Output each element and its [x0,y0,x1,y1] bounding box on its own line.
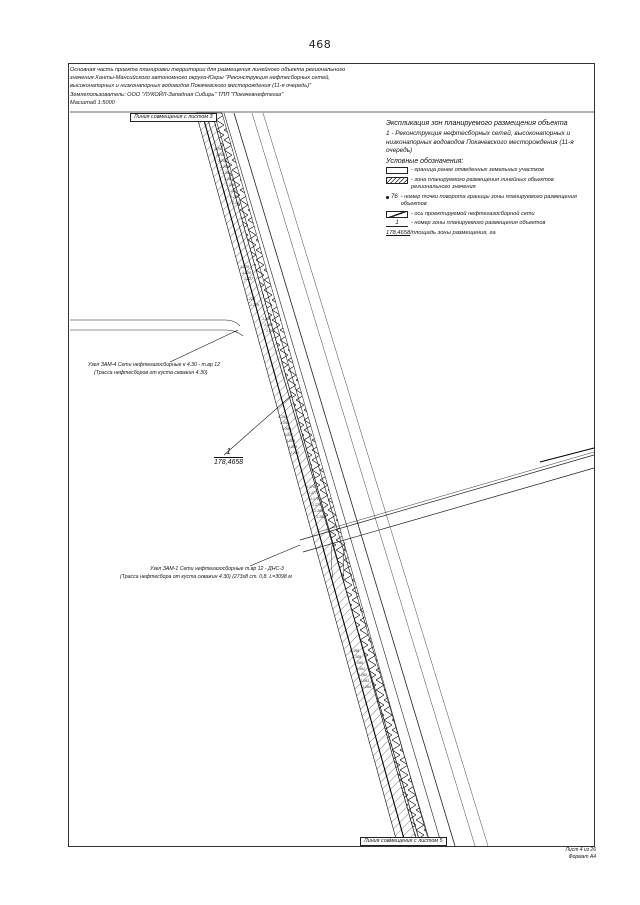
point-label: 1.252 [214,147,223,151]
page-number: 468 [308,38,332,51]
point-label: 1.197 [284,433,293,437]
point-label: 1.258 [226,183,235,187]
crossing-road-upper [70,320,243,336]
callout-line: Узел ЗАМ-1 Сети нефтегазосборные т.вр 12 - ДНС-3 [150,566,284,572]
point-label: 1.160 [354,661,363,665]
point-label: 1.256 [222,171,231,175]
zone-area: 178,4658 [214,459,244,466]
point-label: 1.178 [310,497,319,501]
legend-item [386,167,594,175]
point-label: 1.259 [228,189,237,193]
point-label: 1.180 [314,509,323,513]
rect-icon [386,167,408,174]
point-label: 1.176 [306,485,315,489]
legend-item [386,194,594,210]
point-label: 1.198 [286,439,295,443]
point-label: 1.231 [264,323,273,327]
scale-line: Масштаб 1:5000 [70,99,115,106]
sheet-format: Формат А4 [568,854,596,860]
point-label: 1.230 [262,317,271,321]
legend-item-text: - номер зоны планируемого размещения объектов [411,220,546,227]
match-line-top-label: Линия совмещения с листом 3 [130,113,217,122]
point-label: 1.195 [280,421,289,425]
legend [386,118,594,237]
point-label: 1.177 [308,491,317,495]
point-label: 1.253 [216,153,225,157]
callout-line: Узел ЗАМ-4 Сети нефтегазосборные к 4.30 - т.вр 12 [88,362,221,368]
point-label: 1.181 [316,515,325,519]
legend-item [386,211,594,219]
point-label: 1.228 [246,297,255,301]
point-label: 1.162 [358,673,367,677]
point-label: 1.225 [240,265,249,269]
callout-line: (Трасса нефтесборов от куста скважин 4.30) [94,369,208,376]
point-label: 1.159 [352,655,361,659]
legend-title: Экспликация зон планируемого размещения объекта [386,118,568,127]
point-label: 1.196 [282,427,291,431]
zone-number: 1 [214,447,243,458]
point-label: 1.229 [250,303,259,307]
match-line-bottom-label: Линия совмещения с листом 5 [360,837,447,846]
callout-leader [170,330,238,362]
sheet-number: Лист 4 из 26 [565,847,596,853]
legend-item-text: - зона планируемого размещения линейных объектов регионального значения [411,176,554,191]
point-label: 1.226 [242,271,251,275]
title-line: высоконапорных и низконапорных водоводов Покачевского месторождения (11-я очередь)" [70,83,312,90]
title-line: значения Ханты-Мансийского автономного округа-Югры "Реконструкция нефтесборных сетей, [70,75,330,82]
callout-node-2 [120,566,292,581]
point-label: 1.254 [218,159,227,163]
point-label: 1.161 [356,667,365,671]
title-line: Основная часть проекта планировки территории для размещения линейного объекта регионального [70,67,346,73]
point-label: 1.194 [278,415,287,419]
legend-area-text: /площадь зоны размещения, га [410,229,496,236]
legend-item-text: - номер точки поворота границы зоны планируемого размещения объектов [400,193,577,208]
point-label: 1.227 [244,277,253,281]
land-user-line: Землепользователь: ООО "ЛУКОЙЛ-Западная Сибирь" ТПП "Покачевнефтегаз" [70,91,284,98]
legend-item-text: - граница ранее отведенных земельных участков [411,167,544,174]
legend-item [386,177,594,193]
point-label: 1.158 [350,649,359,653]
legend-item [386,220,594,228]
point-label: 1.200 [290,451,299,455]
callout-leader [250,545,300,566]
point-label: 1.232 [266,329,275,333]
point-icon: 76 [386,194,398,202]
callout-node-1 [88,362,220,377]
sheet-info [540,847,596,861]
callout-line: (Трасса нефтесбора от куста скважин 4.30) (273х8 ст. 0,8, L=3098 м [120,573,292,580]
legend-area-example [386,229,594,237]
point-label: 1.261 [232,201,241,205]
point-label: 1.257 [224,177,233,181]
legend-item-text: - ось проектируемой нефтегазосборной сети [411,210,535,217]
point-label: 1.164 [362,685,371,689]
zone-label [214,447,243,468]
point-label: 1.260 [230,195,239,199]
point-label: 1.179 [312,503,321,507]
point-label: 1.199 [288,445,297,449]
legend-symbols-title: Условные обозначения: [386,157,464,165]
pipe-icon [386,211,408,218]
legend-object: 1 - Реконструкция нефтесборных сетей, высоконапорных и низконапорных водоводов Покачевского месторождения (11-я очередь) [386,130,574,155]
number-icon: 1 [386,220,408,227]
legend-area-value: 178,4658 [386,229,411,236]
hatch-icon [386,177,408,184]
point-label: 1.163 [360,679,369,683]
point-label: 1.255 [220,165,229,169]
